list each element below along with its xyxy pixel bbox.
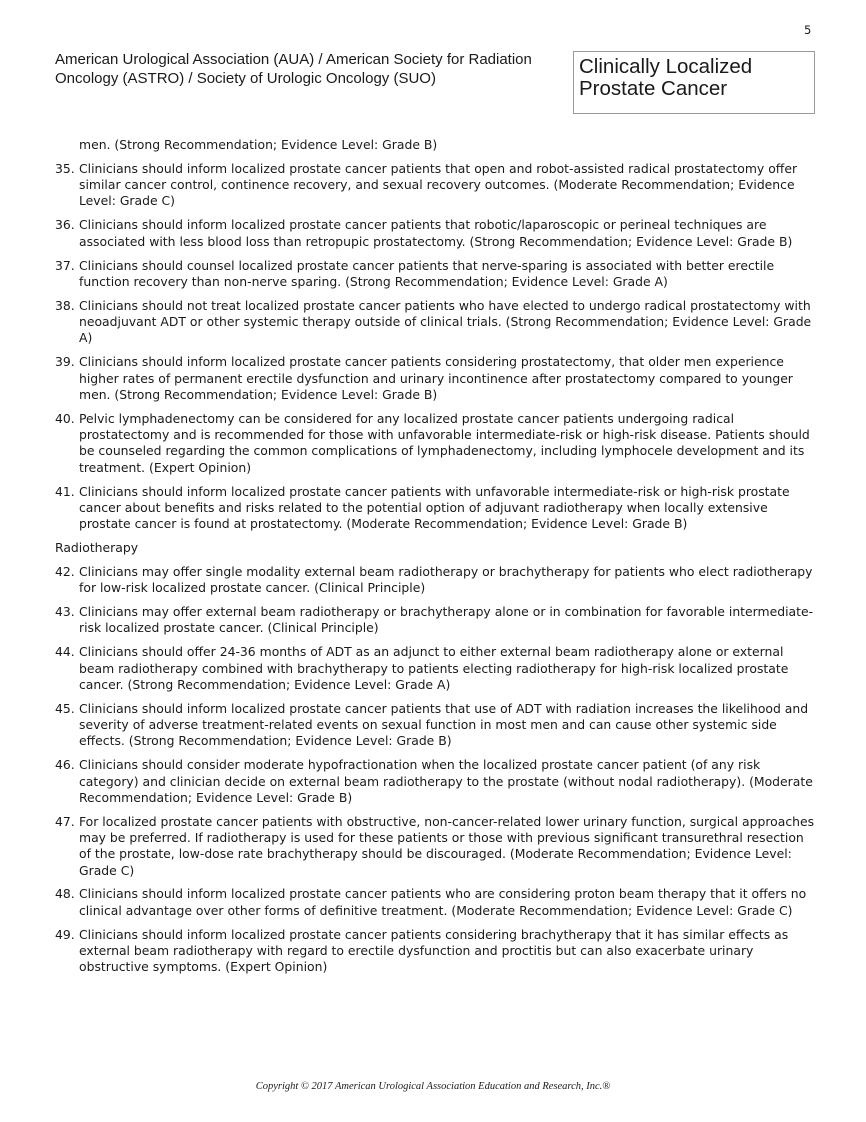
recommendation-item bbox=[55, 354, 815, 403]
recommendation-item bbox=[55, 757, 815, 806]
recommendation-text: Clinicians should inform localized prostate cancer patients considering brachytherapy that it has similar effects as external beam radiotherapy with regard to erectile dysfunction and proctitis but can also exacerbate urinary obstructive symptoms. (Expert Opinion) bbox=[79, 926, 789, 975]
document-title-box bbox=[573, 51, 815, 114]
recommendation-number: 44. bbox=[55, 644, 75, 660]
recommendation-text: Clinicians should consider moderate hypofractionation when the localized prostate cancer patient (of any risk category) and clinician decide on external beam radiotherapy to the prostate (without nodal radiotherapy). (Moderate Recommendation; Evidence Level: Grade B) bbox=[79, 757, 813, 805]
recommendation-text: Clinicians should offer 24-36 months of ADT as an adjunct to either external beam radiotherapy alone or external beam radiotherapy combined with brachytherapy to patients electing radiotherapy for high-risk localized prostate cancer. (Strong Recommendation; Evidence Level: Grade A) bbox=[79, 644, 789, 692]
recommendation-item bbox=[55, 298, 815, 347]
recommendation-text: For localized prostate cancer patients with obstructive, non-cancer-related lower urinary function, surgical approaches may be preferred. If radiotherapy is used for these patients or those with previous significant transurethral resection of the prostate, low-dose rate brachytherapy should be discouraged. (Moderate Recommendation; Evidence Level: Grade C) bbox=[79, 813, 815, 878]
recommendation-text: Clinicians should not treat localized prostate cancer patients who have elected to undergo radical prostatectomy with neoadjuvant ADT or other systemic therapy outside of clinical trials. (Strong Recommendation; Evidence Level: Grade A) bbox=[79, 297, 812, 346]
recommendation-number: 49. bbox=[55, 926, 75, 942]
recommendation-number: 39. bbox=[55, 354, 75, 370]
recommendation-number: 40. bbox=[55, 410, 75, 426]
recommendation-text: Clinicians should inform localized prostate cancer patients that use of ADT with radiation increases the likelihood and severity of adverse treatment-related events on sexual function in most men and can cause other systemic side effects. (Strong Recommendation; Evidence Level: Grade B) bbox=[79, 700, 809, 749]
recommendation-number: 35. bbox=[55, 160, 75, 176]
recommendation-number: 47. bbox=[55, 813, 75, 829]
recommendation-item bbox=[55, 258, 815, 291]
document-title-line-1: Clinically Localized bbox=[579, 55, 753, 78]
recommendation-text: Clinicians should inform localized prostate cancer patients who are considering proton beam therapy that it offers no clinical advantage over other forms of definitive treatment. (Moderate Recommendation; Evidence Level: Grade C) bbox=[79, 886, 807, 918]
recommendation-item bbox=[55, 564, 815, 597]
header-org-line-2: Oncology (ASTRO) / Society of Urologic Oncology (SUO) bbox=[55, 70, 436, 87]
recommendation-item bbox=[55, 604, 815, 637]
recommendation-item bbox=[55, 411, 815, 476]
recommendation-number: 37. bbox=[55, 257, 75, 273]
recommendation-text: Clinicians should counsel localized prostate cancer patients that nerve-sparing is associated with better erectile function recovery than non-nerve sparing. (Strong Recommendation; Evidence Level: Grade A) bbox=[79, 257, 775, 289]
recommendation-number: 48. bbox=[55, 886, 75, 902]
recommendation-item bbox=[55, 161, 815, 210]
recommendation-text: Clinicians should inform localized prostate cancer patients that robotic/laparoscopic or perineal techniques are associated with less blood loss than retropupic prostatectomy. (Strong Recommendation; Evidence Level: Grade B) bbox=[79, 217, 793, 249]
recommendation-text: Pelvic lymphadenectomy can be considered for any localized prostate cancer patients undergoing radical prostatectomy and is recommended for those with unfavorable intermediate-risk or high-risk disease. Patients should be counseled regarding the common complications of lymphadenectomy, including lymphocele development and its treatment. (Expert Opinion) bbox=[79, 410, 810, 475]
recommendation-number: 43. bbox=[55, 604, 75, 620]
recommendation-number: 45. bbox=[55, 700, 75, 716]
recommendation-number: 36. bbox=[55, 217, 75, 233]
recommendation-item bbox=[55, 484, 815, 533]
recommendations-content bbox=[55, 137, 815, 983]
recommendation-item bbox=[55, 814, 815, 879]
recommendation-text: Clinicians should inform localized prostate cancer patients that open and robot-assisted radical prostatectomy offer similar cancer control, continence recovery, and sexual recovery outcomes. (Moderate Recommendation; Evidence Level: Grade C) bbox=[79, 160, 798, 209]
header-org-line-1: American Urological Association (AUA) / American Society for Radiation bbox=[55, 51, 532, 68]
recommendation-text: Clinicians may offer single modality external beam radiotherapy or brachytherapy for patients who elect radiotherapy for low-risk localized prostate cancer. (Clinical Principle) bbox=[79, 563, 813, 596]
recommendation-item bbox=[55, 701, 815, 750]
recommendation-item bbox=[55, 644, 815, 693]
recommendation-number: 46. bbox=[55, 757, 75, 773]
header-organizations bbox=[55, 50, 570, 88]
recommendation-text: Clinicians should inform localized prostate cancer patients considering prostatectomy, that older men experience higher rates of permanent erectile dysfunction and urinary incontinence after prostatectomy compared to younger men. (Strong Recommendation; Evidence Level: Grade B) bbox=[79, 354, 793, 402]
recommendation-item bbox=[55, 886, 815, 919]
page-number: 5 bbox=[804, 23, 812, 37]
copyright-footer: Copyright © 2017 American Urological Association Education and Research, Inc.® bbox=[255, 1081, 611, 1092]
document-title-line-2: Prostate Cancer bbox=[579, 77, 728, 100]
recommendation-number: 41. bbox=[55, 483, 75, 499]
recommendation-list-radiotherapy bbox=[55, 564, 815, 976]
recommendation-number: 38. bbox=[55, 297, 75, 313]
recommendation-item bbox=[55, 927, 815, 976]
recommendation-number: 42. bbox=[55, 563, 75, 579]
recommendation-text: Clinicians should inform localized prostate cancer patients with unfavorable intermediate-risk or high-risk prostate cancer about benefits and risks related to the potential option of adjuvant radiotherapy when locally extensive prostate cancer is found at prostatectomy. (Moderate Recommendation; Evidence Level: Grade B) bbox=[79, 483, 790, 532]
continued-text: men. (Strong Recommendation; Evidence Level: Grade B) bbox=[79, 137, 438, 152]
recommendation-item bbox=[55, 217, 815, 250]
section-heading-radiotherapy: Radiotherapy bbox=[55, 539, 139, 555]
recommendation-text: Clinicians may offer external beam radiotherapy or brachytherapy alone or in combination for favorable intermediate-risk localized prostate cancer. (Clinical Principle) bbox=[79, 604, 814, 636]
recommendation-list-surgery bbox=[55, 161, 815, 533]
